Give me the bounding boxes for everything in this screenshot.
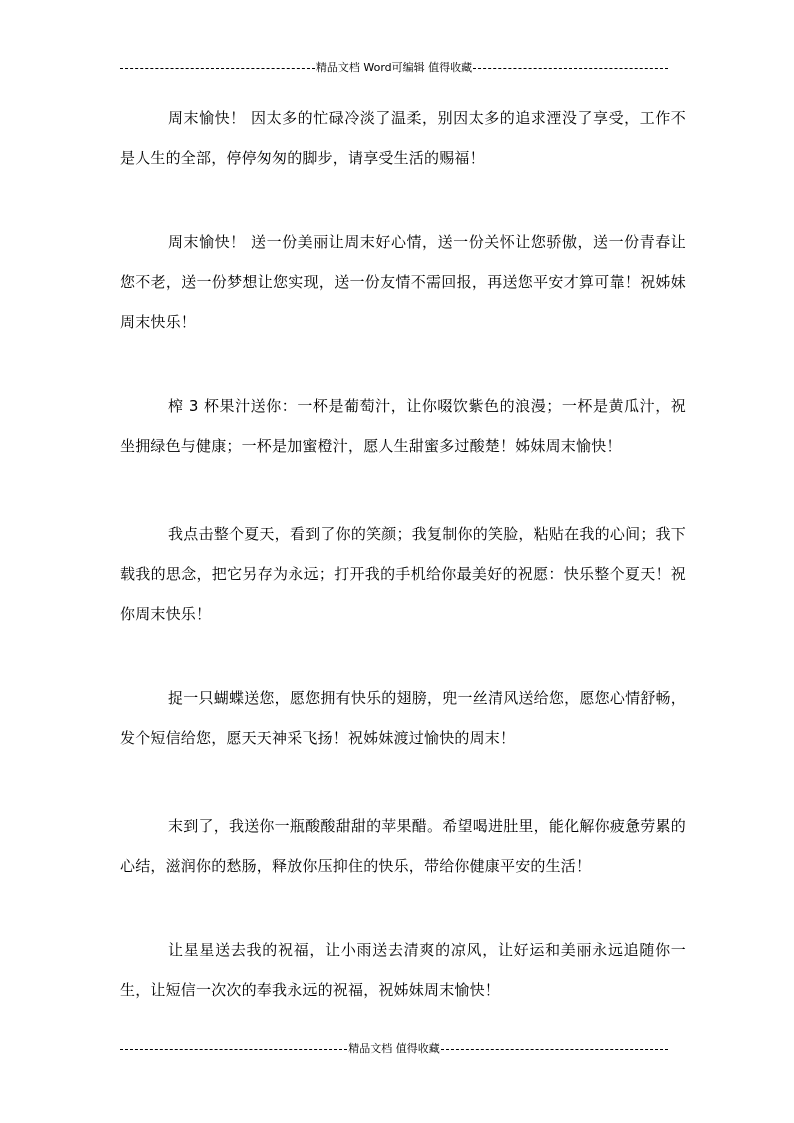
paragraph-7: 让星星送去我的祝福，让小雨送去清爽的凉风，让好运和美丽永远追随你一生，让短信一次次的奉我永远的祝福，祝姊妹周末愉快！ (120, 941, 686, 999)
header-dash-right (473, 68, 668, 69)
footer-dash-left (120, 1049, 347, 1050)
footer-dash-right (441, 1049, 668, 1050)
header-label: 精品文档 Word可编辑 值得收藏 (315, 61, 473, 74)
footer-rule (120, 1042, 668, 1056)
header-rule (120, 61, 668, 75)
paragraph-1: 周末愉快！ 因太多的忙碌冷淡了温柔，别因太多的追求湮没了享受，工作不是人生的全部，停停匆匆的脚步，请享受生活的赐福！ (120, 109, 686, 167)
header-dash-left (120, 68, 315, 69)
paragraph-2: 周末愉快！ 送一份美丽让周末好心情，送一份关怀让您骄傲，送一份青春让您不老，送一份梦想让您实现，送一份友情不需回报，再送您平安才算可靠！祝姊妹周末快乐！ (120, 233, 686, 331)
paragraph-5: 捉一只蝴蝶送您，愿您拥有快乐的翅膀，兜一丝清风送给您，愿您心情舒畅，发个短信给您，愿天天神采飞扬！祝姊妹渡过愉快的周末！ (120, 689, 686, 747)
paragraph-6: 末到了，我送你一瓶酸酸甜甜的苹果醋。希望喝进肚里，能化解你疲惫劳累的心结，滋润你的愁肠，释放你压抑住的快乐，带给你健康平安的生活！ (120, 817, 686, 875)
paragraph-4: 我点击整个夏天，看到了你的笑颜；我复制你的笑脸，粘贴在我的心间；我下载我的思念，把它另存为永远；打开我的手机给你最美好的祝愿：快乐整个夏天！祝你周末快乐！ (120, 525, 686, 623)
footer-label: 精品文档 值得收藏 (348, 1042, 440, 1055)
paragraph-3: 榨 3 杯果汁送你：一杯是葡萄汁，让你啜饮紫色的浪漫；一杯是黄瓜汁，祝坐拥绿色与健康；一杯是加蜜橙汁，愿人生甜蜜多过酸楚！姊妹周末愉快！ (120, 397, 686, 455)
